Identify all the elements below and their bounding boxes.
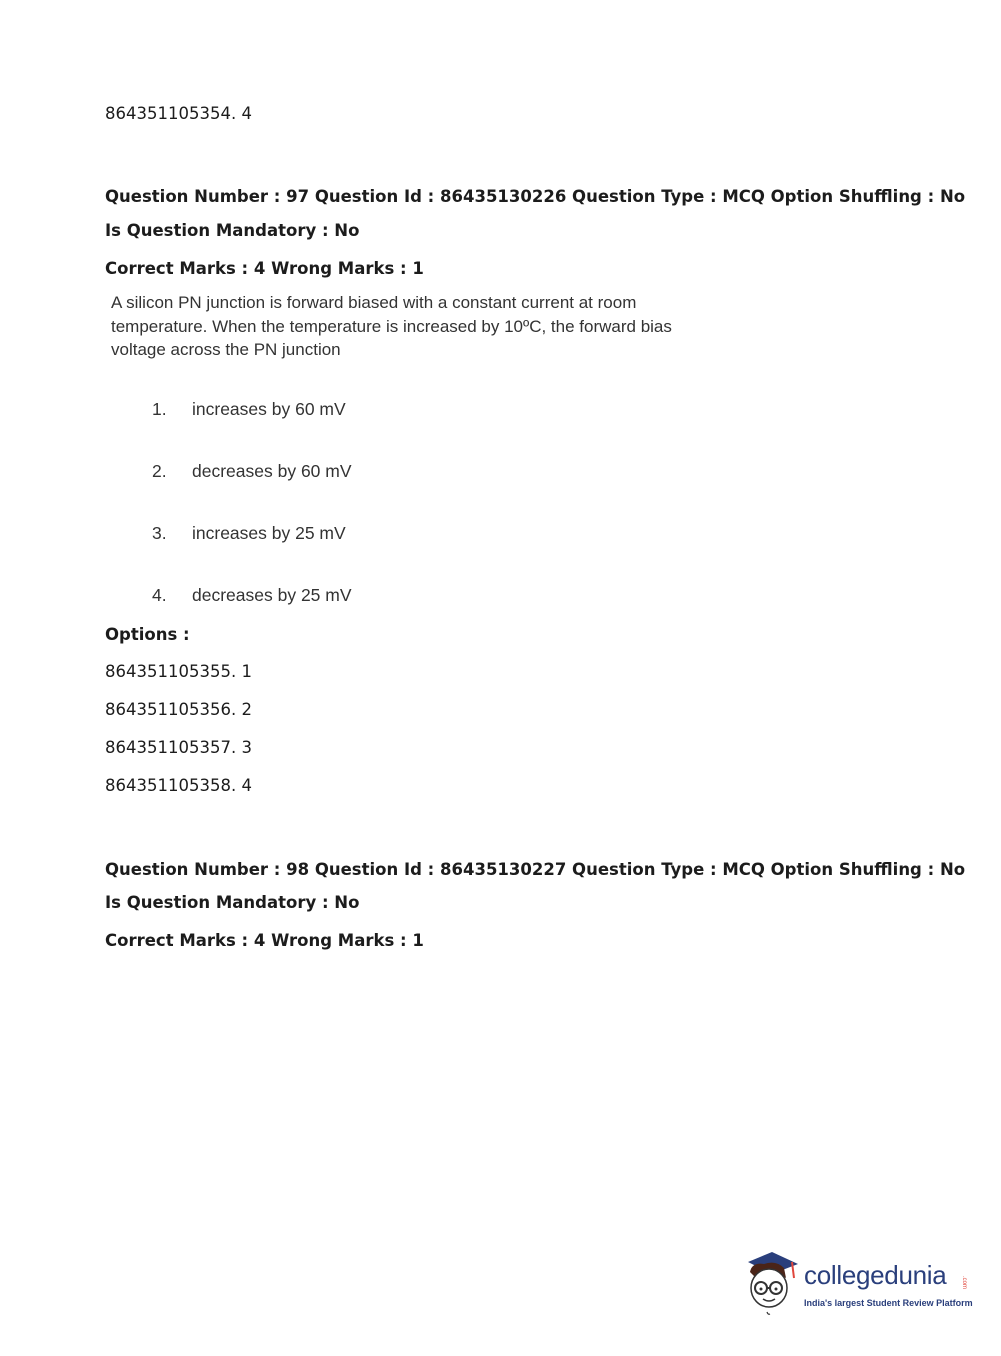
choice-text: decreases by 60 mV: [192, 461, 352, 481]
option-id: 864351105356. 2: [105, 700, 252, 719]
question-97-mandatory: Is Question Mandatory : No: [105, 221, 360, 240]
options-label: Options :: [105, 625, 190, 644]
question-text-line: temperature. When the temperature is increased by 10ºC, the forward bias: [111, 316, 672, 336]
option-id: 864351105355. 1: [105, 662, 252, 681]
question-98-header: Question Number : 98 Question Id : 86435130227 Question Type : MCQ Option Shuffling : No: [105, 860, 966, 879]
choice-text: increases by 25 mV: [192, 523, 346, 543]
question-97-text: [111, 291, 720, 362]
choice-number: 4.: [152, 585, 167, 605]
question-text-line: voltage across the PN junction: [111, 340, 341, 359]
answer-choice-3: [152, 523, 346, 544]
question-text-line: A silicon PN junction is forward biased with a constant current at room: [111, 293, 637, 312]
choice-number: 1.: [152, 399, 167, 419]
answer-choice-2: [152, 461, 352, 482]
question-97-marks: Correct Marks : 4 Wrong Marks : 1: [105, 259, 424, 278]
question-98-marks: Correct Marks : 4 Wrong Marks : 1: [105, 931, 424, 950]
collegedunia-logo: [742, 1248, 972, 1318]
option-id: 864351105357. 3: [105, 738, 252, 757]
answer-choice-4: [152, 585, 352, 606]
logo-wordmark: collegedunia: [804, 1260, 947, 1290]
choice-number: 2.: [152, 461, 167, 481]
choice-text: decreases by 25 mV: [192, 585, 352, 605]
question-98-mandatory: Is Question Mandatory : No: [105, 893, 360, 912]
logo-suffix: .com: [961, 1276, 967, 1290]
option-id: 864351105358. 4: [105, 776, 252, 795]
answer-choice-1: [152, 399, 346, 420]
mascot-icon: [742, 1248, 802, 1318]
question-97-header: Question Number : 97 Question Id : 86435130226 Question Type : MCQ Option Shuffling : No: [105, 187, 966, 206]
logo-tagline: India's largest Student Review Platform: [804, 1298, 973, 1308]
choice-number: 3.: [152, 523, 167, 543]
choice-text: increases by 60 mV: [192, 399, 346, 419]
previous-option-id: 864351105354. 4: [105, 104, 252, 123]
